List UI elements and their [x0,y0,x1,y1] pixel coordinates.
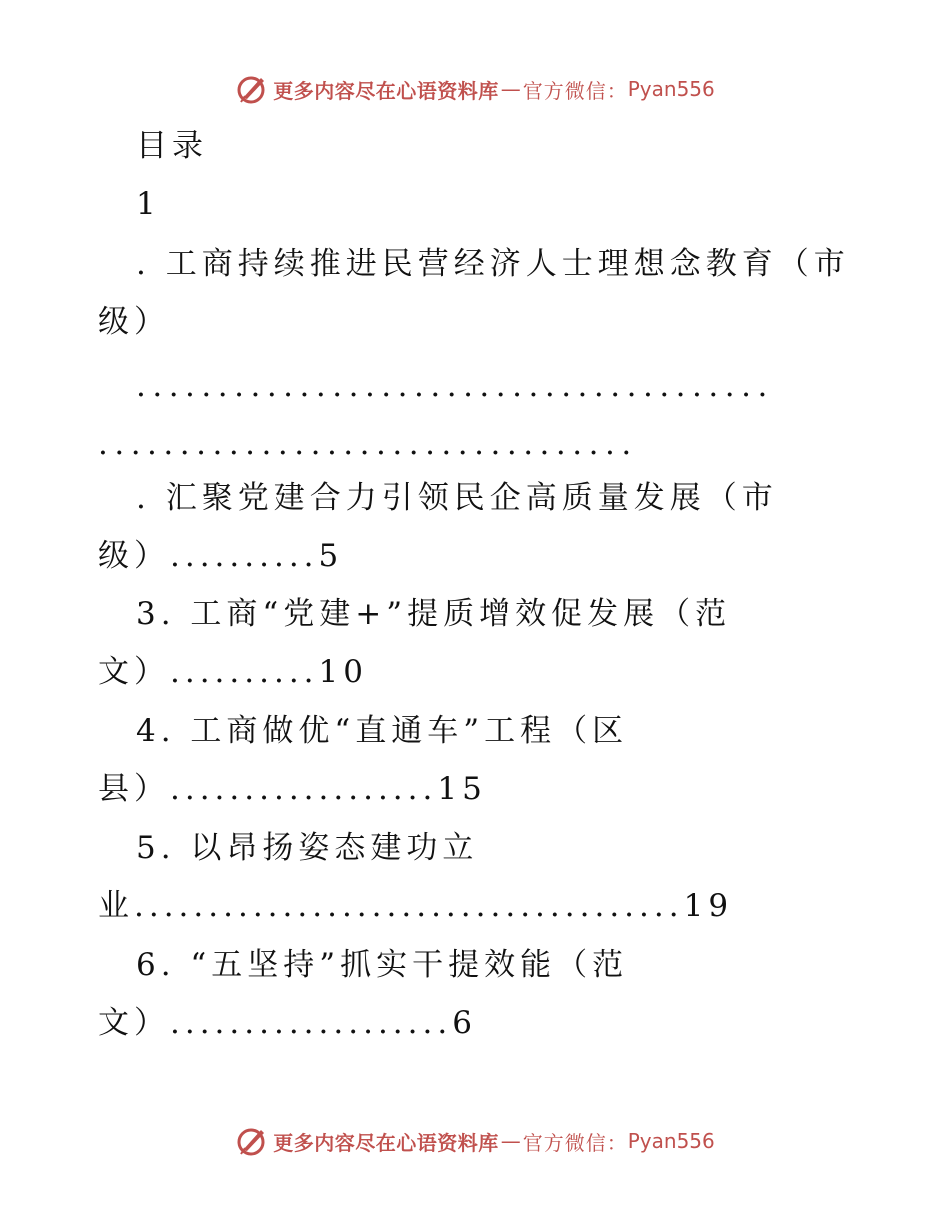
toc-item-3-continuation: 文）..........10 [98,654,368,690]
banner-wechat-label: 官方微信： [522,1130,628,1155]
header-watermark-banner [0,72,950,106]
banner-dash: — [500,77,521,101]
banner-brand-text: 更多内容尽在心语资料库 [273,78,499,103]
toc-item-4-title: 4. 工商做优“直通车”工程（区 [136,713,629,749]
toc-item-5-continuation: 业.....................................19 [98,888,734,924]
toc-item-6-continuation: 文）...................6 [98,1005,477,1041]
toc-number-1: 1 [136,186,161,222]
toc-item-1-title: . 工商持续推进民营经济人士理想念教育（市 [136,246,850,282]
toc-item-3-title: 3. 工商“党建+”提质增效促发展（范 [136,596,732,632]
toc-item-1-leader-dots-b: ................................. [98,426,638,462]
toc-item-1-leader-dots-a: ....................................... [136,368,774,404]
toc-item-4-continuation: 县）..................15 [98,771,487,807]
toc-item-5-title: 5. 以昂扬姿态建功立 [136,830,479,866]
feather-pen-logo-icon [235,1124,269,1158]
banner-wechat-id: Pyan556 [627,77,715,101]
footer-watermark-banner [0,1124,950,1158]
toc-heading: 目录 [136,128,208,164]
toc-item-1-continuation: 级） [98,304,170,340]
banner-brand-text: 更多内容尽在心语资料库 [273,1130,499,1155]
banner-wechat-label: 官方微信： [522,78,628,103]
feather-pen-logo-icon [235,72,269,106]
banner-dash: — [500,1129,521,1153]
toc-item-2-title: . 汇聚党建合力引领民企高质量发展（市 [136,480,778,516]
toc-item-2-continuation: 级）..........5 [98,538,344,574]
toc-item-6-title: 6. “五坚持”抓实干提效能（范 [136,947,629,983]
banner-wechat-id: Pyan556 [627,1129,715,1153]
